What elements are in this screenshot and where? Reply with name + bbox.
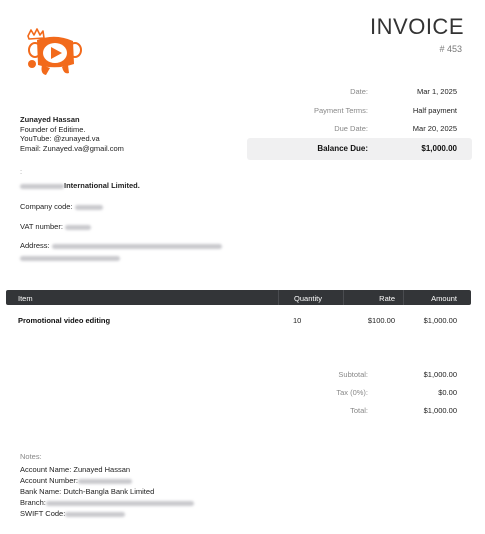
redacted-swift-code (65, 512, 125, 517)
redacted-account-number (78, 479, 132, 484)
balance-due-label: Balance Due: (317, 144, 368, 153)
col-header-rate: Rate (379, 294, 395, 303)
due-date-value: Mar 20, 2025 (412, 124, 457, 133)
tax-label: Tax (0%): (336, 388, 368, 397)
col-header-item: Item (18, 294, 33, 303)
note-swift-code (20, 509, 125, 518)
account-number-label: Account Number: (20, 476, 78, 485)
row-item-amount: $1,000.00 (423, 316, 457, 325)
company-name-suffix: International Limited. (64, 181, 140, 190)
address-row (20, 241, 222, 250)
redacted-vat-number (65, 225, 91, 230)
address-line-2 (20, 253, 120, 262)
payment-terms-label: Payment Terms: (313, 106, 368, 115)
row-item-rate: $100.00 (367, 316, 395, 325)
balance-due-value: $1,000.00 (421, 144, 457, 153)
col-header-quantity: Quantity (294, 294, 322, 303)
notes-heading: Notes: (20, 452, 42, 461)
sender-role: Founder of Editime. (20, 124, 86, 134)
redacted-address-line-1 (52, 244, 222, 249)
date-label: Date: (350, 87, 368, 96)
tax-value: $0.00 (438, 388, 457, 397)
company-code-label: Company code: (20, 202, 73, 211)
bill-to-company (20, 181, 140, 190)
sender-email: Email: Zunayed.va@gmail.com (20, 143, 124, 153)
note-bank-name: Bank Name: Dutch-Bangla Bank Limited (20, 487, 155, 496)
from-block (20, 115, 124, 153)
sender-name: Zunayed Hassan (20, 115, 80, 124)
total-value: $1,000.00 (423, 406, 457, 415)
date-value: Mar 1, 2025 (416, 87, 457, 96)
row-item-quantity: 10 (293, 316, 302, 325)
col-header-amount: Amount (431, 294, 457, 303)
sender-youtube: YouTube: @zunayed.va (20, 134, 100, 143)
branch-label: Branch: (20, 498, 46, 507)
redacted-branch (46, 501, 194, 506)
note-branch (20, 498, 194, 507)
vat-number-label: VAT number: (20, 222, 63, 231)
subtotal-value: $1,000.00 (423, 370, 457, 379)
note-account-number (20, 476, 132, 485)
due-date-label: Due Date: (334, 124, 368, 133)
payment-terms-value: Half payment (412, 106, 457, 115)
address-label: Address: (20, 241, 50, 250)
invoice-number: # 453 (439, 44, 462, 54)
subtotal-label: Subtotal: (338, 370, 368, 379)
items-table-header (6, 290, 471, 305)
swift-code-label: SWIFT Code: (20, 509, 66, 518)
total-label: Total: (350, 406, 368, 415)
invoice-title: INVOICE (370, 14, 464, 39)
row-item-description: Promotional video editing (18, 316, 111, 325)
vat-number-row (20, 222, 91, 231)
redacted-address-line-2 (20, 256, 120, 261)
bill-to-colon: : (20, 167, 23, 176)
company-code-row (20, 202, 103, 211)
note-account-name: Account Name: Zunayed Hassan (20, 465, 131, 474)
mascot-logo-icon (22, 28, 86, 78)
redacted-company-prefix (20, 184, 64, 189)
redacted-company-code (75, 205, 103, 210)
